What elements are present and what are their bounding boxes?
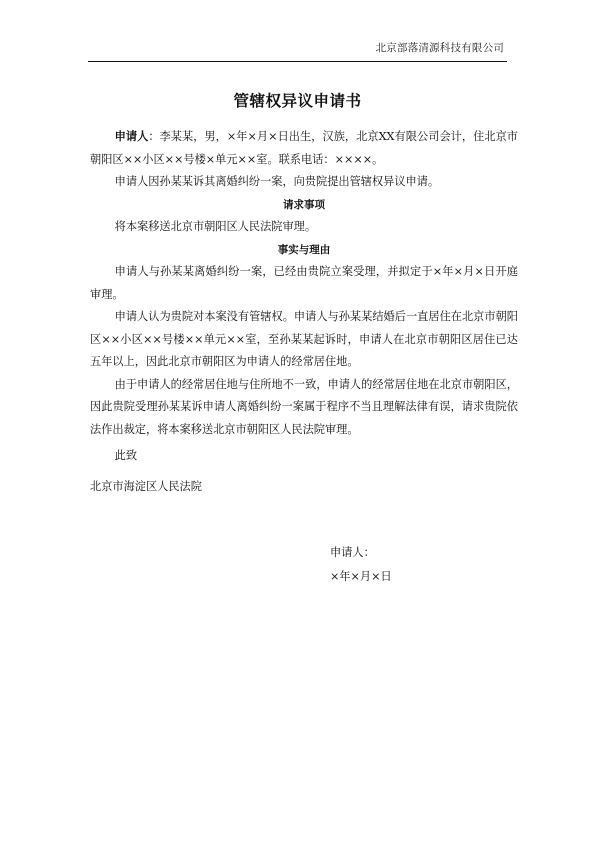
header-divider bbox=[88, 61, 507, 62]
facts-paragraph-2: 申请人认为贵院对本案没有管辖权。申请人与孙某某结婚后一直居住在北京市朝阳区××小区××号楼××单元××室，至孙某某起诉时，申请人在北京市朝阳区居住已达五年以上，因此北京市朝阳区为申请人的经常居住地。 bbox=[90, 310, 518, 368]
signature-block bbox=[330, 541, 392, 589]
applicant-paragraph bbox=[90, 126, 518, 171]
header-company-name: 北京部落清源科技有限公司 bbox=[375, 42, 504, 54]
document-body bbox=[90, 126, 518, 498]
signature-label: 申请人： bbox=[330, 546, 375, 559]
request-heading: 请求事项 bbox=[283, 198, 325, 211]
document-title: 管辖权异议申请书 bbox=[233, 92, 362, 110]
intro-paragraph: 申请人因孙某某诉其离婚纠纷一案，向贵院提出管辖权异议申请。 bbox=[114, 175, 440, 188]
applicant-label: 申请人 bbox=[114, 130, 149, 143]
facts-heading: 事实与理由 bbox=[277, 243, 331, 256]
facts-paragraph-1: 申请人与孙某某离婚纠纷一案，已经由贵院立案受理，并拟定于×年×月×日开庭审理。 bbox=[90, 265, 518, 301]
request-paragraph: 将本案移送北京市朝阳区人民法院审理。 bbox=[114, 220, 317, 233]
recipient-court: 北京市海淀区人民法院 bbox=[90, 479, 202, 493]
applicant-info: ：李某某，男，×年×月×日出生，汉族，北京XX有限公司会计，住北京市朝阳区××小区××号楼×单元××室。联系电话：××××。 bbox=[90, 130, 518, 166]
facts-paragraph-3: 由于申请人的经常居住地与住所地不一致，申请人的经常居住地在北京市朝阳区，因此贵院受理孙某某诉申请人离婚纠纷一案属于程序不当且理解法律有误，请求贵院依法作出裁定，将本案移送北京市朝阳区人民法院审理。 bbox=[90, 377, 518, 436]
date-line: ×年×月×日 bbox=[330, 570, 392, 583]
salutation: 此致 bbox=[114, 449, 138, 462]
